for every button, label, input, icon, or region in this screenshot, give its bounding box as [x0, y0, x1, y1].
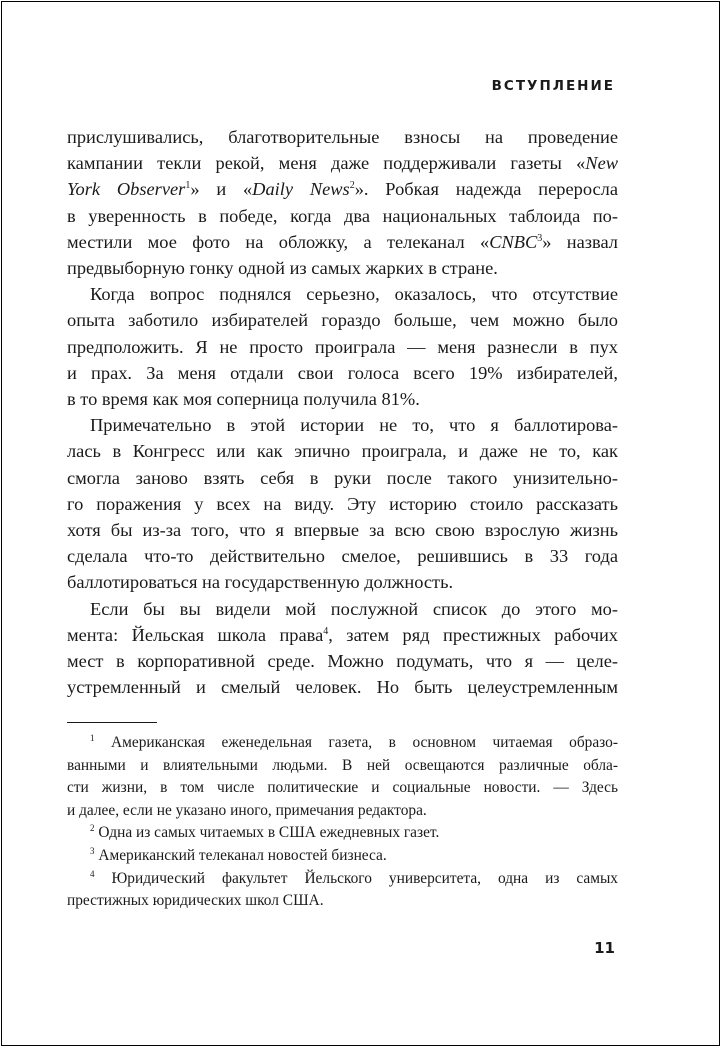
- text-line: местили мое фото на обложку, а телеканал «CNBC$^3$» назвал: [67, 231, 618, 252]
- footnote-line: $^2$ Одна из самых читаемых в США ежедневных газет.: [90, 823, 440, 842]
- text-line: сделала что-то действительно смелое, решившись в 33 года: [67, 546, 618, 567]
- text-line: Если бы вы видели мой послужной список до этого мо-: [90, 598, 618, 619]
- text-line: опыта заботило избирателей гораздо больше, чем можно было: [67, 310, 618, 331]
- book-page: [1, 1, 720, 1046]
- footnote-number: 1: [90, 732, 95, 743]
- text-line: прислушивались, благотворительные взносы на проведение: [67, 127, 618, 147]
- footnote-line: и далее, если не указано иного, примечания редактора.: [67, 801, 427, 819]
- footnote-number: 3: [90, 845, 95, 856]
- footnote-ref[interactable]: 1: [185, 180, 191, 192]
- footnote-number: 2: [90, 823, 95, 834]
- footnote-line: ванными и влиятельными людьми. В ней освещаются различные обла-: [67, 756, 618, 774]
- footnote-ref[interactable]: 3: [537, 232, 543, 244]
- text-line: устремленный и смелый человек. Но быть целеустремленным: [67, 677, 618, 698]
- text-line: кампании текли рекой, меня даже поддерживали газеты «New: [67, 153, 618, 174]
- footnote-3: [67, 845, 618, 868]
- footnote-line: престижных юридических школ США.: [67, 892, 324, 910]
- text-line: мест в корпоративной среде. Можно подумать, что я — целе-: [67, 651, 618, 672]
- footnote-4: [67, 868, 618, 913]
- footnote-ref[interactable]: 4: [323, 625, 329, 637]
- footnotes: [67, 732, 618, 913]
- footnote-line: $^4$ Юридический факультет Йельского университета, одна из самых: [90, 868, 618, 887]
- body-text: [67, 124, 618, 700]
- footnote-ref[interactable]: 2: [349, 180, 355, 192]
- text-line: предположить. Я не просто проиграла — меня разнесли в пух: [67, 336, 618, 357]
- text-line: Примечательно в этой истории не то, что я баллотирова-: [90, 415, 618, 436]
- footnote-line: сти жизни, в том числе политические и социальные новости. — Здесь: [67, 779, 618, 797]
- text-line: Когда вопрос поднялся серьезно, оказалось, что отсутствие: [90, 284, 618, 305]
- text-line: в то время как моя соперница получила 81%.: [67, 389, 420, 410]
- text-line: лась в Конгресс или как эпично проиграла, и даже не то, как: [67, 441, 618, 462]
- text-line: баллотироваться на государственную должность.: [67, 572, 454, 593]
- footnote-number: 4: [90, 868, 95, 879]
- footnote-divider: [67, 722, 157, 723]
- page-number: 11: [594, 939, 615, 957]
- text-line: York Observer$^1$» и «Daily News$^2$». Робкая надежда переросла: [67, 179, 618, 200]
- footnote-1: [67, 732, 618, 822]
- footnote-line: $^1$ Американская еженедельная газета, в основном читаемая образо-: [90, 732, 618, 751]
- text-line: в уверенность в победе, когда два национальных таблоида по-: [67, 205, 618, 226]
- footnote-line: $^3$ Американский телеканал новостей бизнеса.: [90, 845, 387, 864]
- text-line: предвыборную гонку одной из самых жарких в стране.: [67, 258, 498, 279]
- text-line: смогла заново взять себя в руки после такого унизительно-: [67, 467, 618, 488]
- text-line: мента: Йельская школа права$^4$, затем ряд престижных рабочих: [67, 624, 618, 645]
- footnote-2: [67, 822, 618, 845]
- text-line: го поражения у всех на виду. Эту историю стоило рассказать: [67, 493, 618, 514]
- text-line: и прах. За меня отдали свои голоса всего 19% избирателей,: [67, 362, 618, 383]
- text-line: хотя бы из-за того, что я впервые за всю свою взрослую жизнь: [67, 520, 618, 541]
- running-head: ВСТУПЛЕНИЕ: [491, 78, 615, 94]
